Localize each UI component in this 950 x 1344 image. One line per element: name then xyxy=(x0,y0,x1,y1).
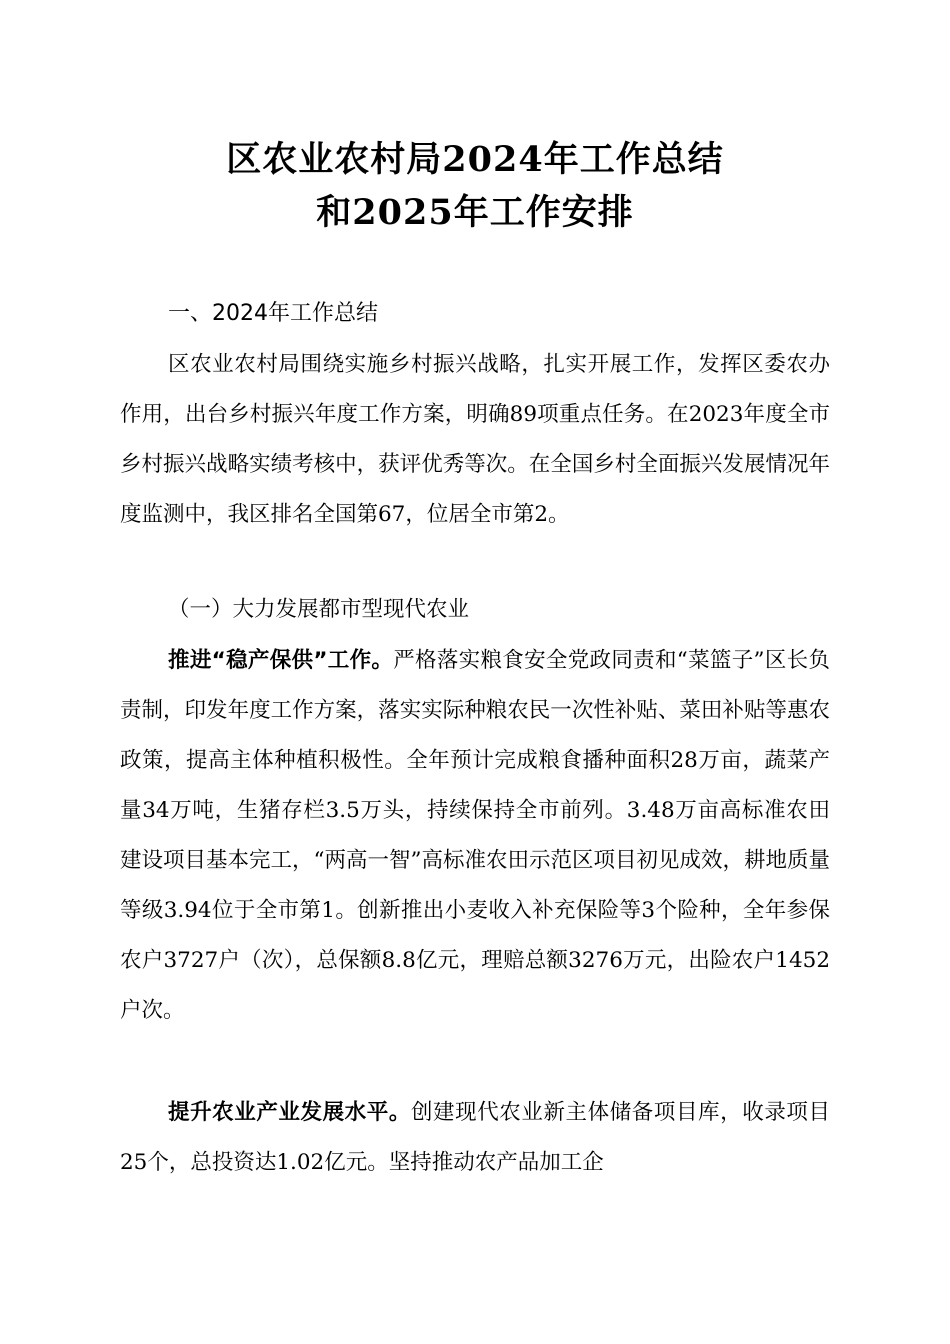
subsection-heading: （一）大力发展都市型现代农业 xyxy=(168,597,470,622)
paragraph-body-text: 创建现代农业新主体储备项目库，收录项目25个，总投资达1.02亿元。坚持推动农产品加工企 xyxy=(120,1100,830,1175)
paragraph-lead-title: 推进“稳产保供”工作。 xyxy=(168,648,394,673)
section-heading: 一、2024年工作总结 xyxy=(168,301,378,326)
paragraph-grain-supply xyxy=(120,636,830,1036)
paragraph-body-text: 严格落实粮食安全党政同责和“菜篮子”区长负责制，印发年度工作方案，落实实际种粮农民一次性补贴、菜田补贴等惠农政策，提高主体种植积极性。全年预计完成粮食播种面积28万亩，蔬菜产量34万吨，生猪存栏3.5万头，持续保持全市前列。3.48万亩高标准农田建设项目基本完工，“两高一智”高标准农田示范区项目初见成效，耕地质量等级3.94位于全市第1。创新推出小麦收入补充保险等3个险种，全年参保农户3727户（次），总保额8.8亿元，理赔总额3276万元，出险农户1452户次。 xyxy=(120,648,830,1023)
document-title-line-2: 和2025年工作安排 xyxy=(316,192,634,233)
document-title-line-1: 区农业农村局2024年工作总结 xyxy=(226,139,724,180)
paragraph-industry-level xyxy=(120,1088,830,1188)
intro-paragraph: 区农业农村局围绕实施乡村振兴战略，扎实开展工作，发挥区委农办作用，出台乡村振兴年度工作方案，明确89项重点任务。在2023年度全市乡村振兴战略实绩考核中，获评优秀等次。在全国乡村全面振兴发展情况年度监测中，我区排名全国第67，位居全市第2。 xyxy=(120,352,830,527)
paragraph-lead-title: 提升农业产业发展水平。 xyxy=(168,1100,411,1125)
